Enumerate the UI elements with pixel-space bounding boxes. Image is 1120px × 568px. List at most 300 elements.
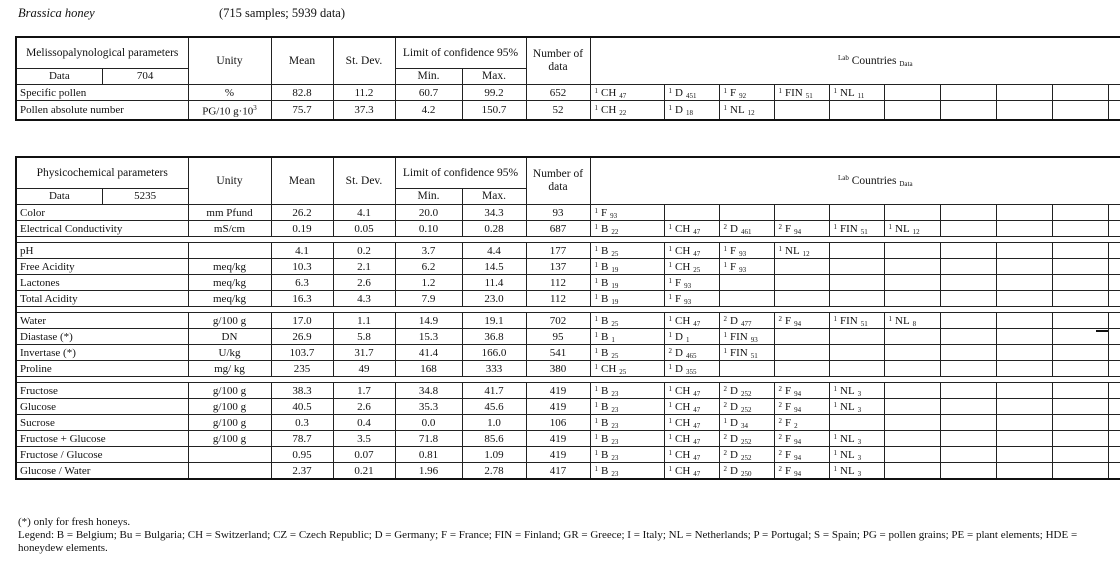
lab-number: 2 [778,384,782,393]
table-row [16,259,1120,275]
parameter-name: Pollen absolute number [16,101,188,120]
country-code: D [675,362,683,375]
lab-country-cell [774,205,829,221]
lab-country-cell [940,383,996,399]
lab-country-cell [940,291,996,307]
param-header: Melissopalynological parameters [16,37,188,69]
unit-text: U/kg [218,346,241,359]
lab-country-cell [1052,415,1108,431]
lab-country-cell [1108,415,1120,431]
lab-country-cell [829,431,884,447]
physicochemical-table [15,156,1120,480]
lab-country-cell [829,85,884,101]
count-value: 112 [526,275,590,291]
unit-text: mg/ kg [214,362,245,375]
lab-country-cell [884,399,940,415]
lab-country-cell [884,329,940,345]
stdev-value: 1.7 [333,383,395,399]
mean-value: 16.3 [271,291,333,307]
mean-value: 0.3 [271,415,333,431]
lab-number: 2 [668,346,672,355]
max-value: 34.3 [462,205,526,221]
lab-country-cell [774,399,829,415]
stdev-value: 11.2 [333,85,395,101]
data-count: 23 [611,453,619,462]
lab-number: 1 [833,400,837,409]
table-row [16,463,1120,480]
lab-number: 1 [723,346,727,355]
country-code: CH [675,400,691,413]
lab-number: 2 [778,314,782,323]
lab-country-cell [996,259,1052,275]
max-value: 85.6 [462,431,526,447]
lab-country-cell [829,361,884,377]
mean-value: 6.3 [271,275,333,291]
lab-number: 1 [668,384,672,393]
max-value: 99.2 [462,85,526,101]
lab-country-cell [774,221,829,237]
lab-country-cell [664,383,719,399]
lab-number: 1 [888,314,892,323]
country-code: F [785,222,792,235]
country-code: NL [785,244,800,257]
lab-number: 1 [594,384,598,393]
lab-country-cell [884,383,940,399]
country-code: CH [675,222,691,235]
lab-country-cell [774,463,829,480]
lab-country-cell [1108,85,1120,101]
lab-number: 1 [594,432,598,441]
parameter-name: Water [16,313,188,329]
data-count: 22 [611,227,619,236]
country-code: CH [675,384,691,397]
max-value: 41.7 [462,383,526,399]
lab-country-cell [719,361,774,377]
lab-country-cell [1052,101,1108,120]
data-count: 92 [739,91,747,100]
table-row [16,205,1120,221]
data-count: 25 [611,319,619,328]
lab-country-cell [664,205,719,221]
mean-value: 17.0 [271,313,333,329]
parameter-name: Lactones [16,275,188,291]
lab-country-cell [1108,431,1120,447]
lab-country-cell [884,345,940,361]
lab-country-cell [884,463,940,480]
lab-number: 1 [668,330,672,339]
lab-country-cell [996,415,1052,431]
count-value: 380 [526,361,590,377]
lab-number: 1 [594,314,598,323]
lab-number: 1 [594,244,598,253]
count-value: 93 [526,205,590,221]
data-count: 22 [619,108,627,117]
country-code: D [730,416,738,429]
country-code: F [785,400,792,413]
melissopalynological-table [15,36,1120,121]
lab-country-cell [884,221,940,237]
lab-country-cell [590,259,664,275]
country-code: D [730,448,738,461]
max-value: 23.0 [462,291,526,307]
country-code: B [601,400,609,413]
lab-number: 1 [594,362,598,371]
stdev-value: 4.3 [333,291,395,307]
data-count: 355 [685,367,697,376]
stdev-value: 2.1 [333,259,395,275]
unit-cell [188,399,271,415]
lab-country-cell [940,345,996,361]
unit-text: meq/kg [213,260,246,273]
lab-country-cell [1052,85,1108,101]
lab-number: 1 [833,384,837,393]
data-count-value: 5235 [134,190,157,202]
footnote: (*) only for fresh honeys. [18,516,131,528]
table-row [16,361,1120,377]
stdev-value: 0.05 [333,221,395,237]
min-header: Min. [395,189,462,205]
lab-number: 1 [888,222,892,231]
unit-cell [188,101,271,120]
max-value: 19.1 [462,313,526,329]
lab-number: 2 [723,222,727,231]
lab-country-cell [664,447,719,463]
mean-value: 0.95 [271,447,333,463]
lab-country-cell [884,431,940,447]
min-value: 6.2 [395,259,462,275]
lab-country-cell [719,313,774,329]
data-count: 477 [740,319,752,328]
lab-country-cell [829,205,884,221]
lab-country-cell [590,447,664,463]
unit-text: g/100 g [212,384,247,397]
lab-number: 1 [594,86,598,95]
unit-cell [188,243,271,259]
data-count: 47 [693,421,701,430]
lab-country-cell [719,205,774,221]
unit-text: % [224,86,235,99]
lab-country-cell [884,447,940,463]
lab-country-cell [884,85,940,101]
country-code: B [601,260,609,273]
country-code: D [675,103,683,116]
country-code: FIN [730,346,748,359]
stdev-value: 2.6 [333,399,395,415]
unit-cell [188,361,271,377]
lab-number: 1 [833,222,837,231]
country-code: NL [840,86,855,99]
data-count: 3 [857,469,862,478]
lab-label: Lab [837,173,849,182]
min-value: 15.3 [395,329,462,345]
table-row [16,415,1120,431]
lab-country-cell [590,415,664,431]
lab-country-cell [719,383,774,399]
country-code: F [785,384,792,397]
table-row [16,329,1120,345]
lab-country-cell [1052,243,1108,259]
lab-country-cell [664,275,719,291]
unit-cell [188,275,271,291]
lab-country-cell [996,329,1052,345]
lab-country-cell [940,243,996,259]
lab-country-cell [1108,221,1120,237]
unit-cell [188,383,271,399]
mean-header: Mean [271,37,333,85]
unit-text: mm Pfund [206,206,253,219]
lab-number: 1 [833,86,837,95]
lab-country-cell [1108,275,1120,291]
country-code: B [601,346,609,359]
lab-country-cell [664,221,719,237]
parameter-name: Specific pollen [16,85,188,101]
data-count-cell [16,69,188,85]
max-value: 0.28 [462,221,526,237]
max-value: 11.4 [462,275,526,291]
lab-number: 1 [833,314,837,323]
lab-number: 2 [778,464,782,473]
country-code: D [675,86,683,99]
lab-country-cell [829,275,884,291]
parameter-name: Color [16,205,188,221]
lab-number: 1 [594,222,598,231]
lab-country-cell [940,463,996,480]
lab-country-cell [719,275,774,291]
data-count: 25 [611,249,619,258]
stdev-value: 0.2 [333,243,395,259]
country-code: CH [675,464,691,477]
stdev-value: 0.4 [333,415,395,431]
max-header: Max. [462,69,526,85]
data-count: 47 [693,437,701,446]
stdev-value: 37.3 [333,101,395,120]
lab-number: 2 [723,432,727,441]
country-code: CH [675,244,691,257]
lab-country-cell [940,205,996,221]
data-count: 12 [747,108,755,117]
country-code: B [601,464,609,477]
lab-country-cell [1108,313,1120,329]
lab-country-cell [774,291,829,307]
lab-country-cell [1052,275,1108,291]
count-value: 177 [526,243,590,259]
lab-country-cell [1108,259,1120,275]
lab-number: 2 [778,400,782,409]
lab-country-cell [940,361,996,377]
data-count: 51 [805,91,813,100]
count-value: 137 [526,259,590,275]
lab-number: 1 [668,276,672,285]
lab-label: Lab [837,53,849,62]
lab-country-cell [996,313,1052,329]
lab-country-cell [664,399,719,415]
lab-country-cell [884,243,940,259]
min-value: 168 [395,361,462,377]
data-count-value: 704 [136,70,154,82]
table-row [16,313,1120,329]
country-code: B [601,448,609,461]
data-count: 2 [794,421,798,430]
table-row [16,383,1120,399]
data-count: 93 [684,297,692,306]
lab-country-cell [940,329,996,345]
data-count: 252 [740,389,752,398]
stdev-value: 4.1 [333,205,395,221]
lab-country-cell [940,313,996,329]
parameter-name: Proline [16,361,188,377]
data-count: 34 [740,421,748,430]
max-value: 150.7 [462,101,526,120]
country-code: D [730,384,738,397]
data-count: 3 [857,389,862,398]
lab-country-cell [1052,291,1108,307]
data-count: 18 [685,108,693,117]
lab-country-cell [590,431,664,447]
data-count: 23 [611,437,619,446]
lab-country-cell [590,275,664,291]
country-code: CH [675,416,691,429]
lab-country-cell [590,291,664,307]
lab-number: 1 [833,432,837,441]
data-count: 94 [794,469,802,478]
count-value: 652 [526,85,590,101]
count-value: 95 [526,329,590,345]
data-count: 250 [740,469,752,478]
data-count-cell [16,189,188,205]
lab-number: 1 [594,464,598,473]
lab-country-cell [884,259,940,275]
lab-country-cell [590,243,664,259]
min-value: 41.4 [395,345,462,361]
data-count-label: Data [17,189,103,204]
lab-country-cell [774,275,829,291]
lab-country-cell [590,205,664,221]
count-value: 52 [526,101,590,120]
lab-country-cell [1052,383,1108,399]
data-count: 8 [912,319,917,328]
lab-number: 2 [723,400,727,409]
data-count: 3 [857,453,862,462]
lab-country-cell [774,345,829,361]
lab-number: 1 [723,416,727,425]
data-count: 94 [794,389,802,398]
lab-country-cell [884,205,940,221]
country-code: F [730,260,737,273]
max-value: 1.0 [462,415,526,431]
lab-country-cell [940,259,996,275]
data-count: 47 [693,405,701,414]
unit-cell [188,345,271,361]
country-code: D [730,314,738,327]
country-code: F [785,314,792,327]
lab-country-cell [590,361,664,377]
unit-text: meq/kg [213,292,246,305]
count-value: 419 [526,447,590,463]
data-count: 12 [802,249,810,258]
lab-country-cell [719,291,774,307]
unit-cell [188,415,271,431]
lab-country-cell [719,101,774,120]
count-value: 702 [526,313,590,329]
country-code: B [601,314,609,327]
data-count: 252 [740,453,752,462]
lab-country-cell [590,101,664,120]
lab-country-cell [1052,463,1108,480]
parameter-name: Fructose / Glucose [16,447,188,463]
unit-text: PG/10 g·10 [202,105,254,118]
mean-value: 103.7 [271,345,333,361]
stdev-header: St. Dev. [333,37,395,85]
table-row [16,291,1120,307]
min-value: 14.9 [395,313,462,329]
lab-country-cell [829,313,884,329]
unit-exponent: 3 [253,104,257,112]
lab-number: 1 [723,86,727,95]
lab-country-cell [1052,259,1108,275]
data-label: Data [899,59,913,68]
stdev-value: 31.7 [333,345,395,361]
lab-number: 1 [594,260,598,269]
unit-text: mS/cm [213,222,246,235]
country-code: F [785,416,792,429]
lab-country-cell [884,291,940,307]
lab-country-cell [1108,243,1120,259]
unit-text: meq/kg [213,276,246,289]
lab-number: 1 [833,448,837,457]
country-code: B [601,416,609,429]
lab-country-cell [719,259,774,275]
lab-country-cell [829,291,884,307]
lab-number: 1 [668,432,672,441]
lab-number: 2 [778,222,782,231]
max-value: 14.5 [462,259,526,275]
lab-country-cell [664,415,719,431]
mean-value: 0.19 [271,221,333,237]
lab-country-cell [774,243,829,259]
country-code: CH [601,362,617,375]
mean-value: 2.37 [271,463,333,480]
lab-number: 1 [723,260,727,269]
parameter-name: Glucose / Water [16,463,188,480]
country-code: NL [840,384,855,397]
max-value: 45.6 [462,399,526,415]
lab-country-cell [884,313,940,329]
count-value: 112 [526,291,590,307]
stdev-value: 1.1 [333,313,395,329]
country-code: F [730,86,737,99]
stdev-value: 49 [333,361,395,377]
data-count: 23 [611,389,619,398]
lab-number: 1 [594,416,598,425]
data-count: 25 [619,367,627,376]
unit-cell [188,463,271,480]
data-label: Data [899,179,913,188]
lab-country-cell [884,101,940,120]
lab-number: 1 [668,222,672,231]
unit-cell [188,329,271,345]
min-value: 35.3 [395,399,462,415]
lab-country-cell [590,463,664,480]
unit-text: DN [221,330,238,343]
data-count: 93 [739,265,747,274]
lab-country-cell [940,399,996,415]
parameter-name: pH [16,243,188,259]
lab-number: 1 [668,400,672,409]
data-count: 47 [693,319,701,328]
lab-country-cell [719,431,774,447]
unit-cell [188,431,271,447]
data-count: 1 [685,335,690,344]
